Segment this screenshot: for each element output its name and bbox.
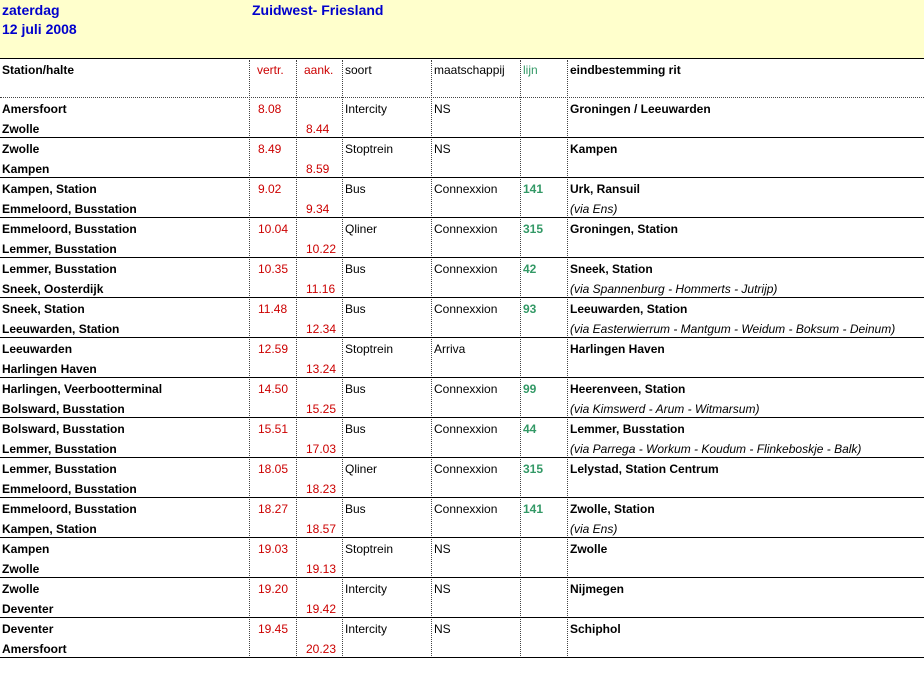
via-route: (via Spannenburg - Hommerts - Jutrijp)	[570, 282, 778, 296]
row-divider	[0, 297, 924, 298]
departure-time: 11.48	[258, 302, 288, 316]
station-from: Bolsward, Busstation	[2, 422, 125, 436]
row-divider	[0, 457, 924, 458]
station-to: Deventer	[2, 602, 54, 616]
station-from: Kampen, Station	[2, 182, 97, 196]
transport-type: Stoptrein	[345, 542, 394, 556]
col-company: maatschappij	[434, 63, 505, 77]
company: NS	[434, 142, 451, 156]
col-type: soort	[345, 63, 372, 77]
day-label: zaterdag	[2, 2, 60, 18]
company: Connexxion	[434, 222, 498, 236]
destination: Urk, Ransuil	[570, 182, 641, 196]
station-to: Kampen, Station	[2, 522, 97, 536]
date-label: 12 juli 2008	[2, 21, 77, 37]
line-number: 315	[523, 462, 544, 476]
destination: Kampen	[570, 142, 618, 156]
departure-time: 10.35	[258, 262, 289, 276]
station-to: Sneek, Oosterdijk	[2, 282, 104, 296]
station-to: Harlingen Haven	[2, 362, 97, 376]
col-destination: eindbestemming rit	[570, 63, 681, 77]
via-route: (via Easterwierrum - Mantgum - Weidum - Boksum - Deinum)	[570, 322, 896, 336]
departure-time: 18.27	[258, 502, 289, 516]
company: Connexxion	[434, 302, 498, 316]
column-divider	[431, 60, 432, 658]
transport-type: Bus	[345, 502, 366, 516]
station-to: Emmeloord, Busstation	[2, 202, 137, 216]
station-to: Emmeloord, Busstation	[2, 482, 137, 496]
departure-time: 19.20	[258, 582, 289, 596]
arrival-time: 10.22	[306, 242, 337, 256]
company: Connexxion	[434, 502, 498, 516]
station-from: Sneek, Station	[2, 302, 85, 316]
arrival-time: 8.59	[306, 162, 330, 176]
col-arrival: aank.	[304, 63, 334, 77]
destination: Zwolle	[570, 542, 608, 556]
destination: Harlingen Haven	[570, 342, 665, 356]
company: Connexxion	[434, 182, 498, 196]
via-route: (via Ens)	[570, 202, 618, 216]
company: NS	[434, 102, 451, 116]
column-divider	[342, 60, 343, 658]
via-route: (via Ens)	[570, 522, 618, 536]
arrival-time: 9.34	[306, 202, 330, 216]
departure-time: 8.49	[258, 142, 282, 156]
arrival-time: 18.23	[306, 482, 337, 496]
destination: Schiphol	[570, 622, 621, 636]
line-number: 93	[523, 302, 537, 316]
transport-type: Intercity	[345, 622, 388, 636]
row-divider	[0, 657, 924, 658]
row-divider	[0, 417, 924, 418]
station-to: Zwolle	[2, 562, 40, 576]
transport-type: Qliner	[345, 222, 378, 236]
departure-time: 12.59	[258, 342, 289, 356]
company: NS	[434, 542, 451, 556]
company: NS	[434, 582, 451, 596]
station-to: Lemmer, Busstation	[2, 242, 117, 256]
row-divider	[0, 377, 924, 378]
destination: Nijmegen	[570, 582, 625, 596]
destination: Heerenveen, Station	[570, 382, 686, 396]
station-to: Kampen	[2, 162, 50, 176]
arrival-time: 20.23	[306, 642, 337, 656]
station-from: Zwolle	[2, 582, 40, 596]
station-to: Leeuwarden, Station	[2, 322, 120, 336]
departure-time: 14.50	[258, 382, 289, 396]
transport-type: Stoptrein	[345, 342, 394, 356]
transport-type: Intercity	[345, 582, 388, 596]
row-divider	[0, 617, 924, 618]
station-from: Harlingen, Veerbootterminal	[2, 382, 163, 396]
destination: Groningen / Leeuwarden	[570, 102, 711, 116]
transport-type: Bus	[345, 422, 366, 436]
destination: Leeuwarden, Station	[570, 302, 688, 316]
station-from: Zwolle	[2, 142, 40, 156]
departure-time: 18.05	[258, 462, 289, 476]
station-from: Kampen	[2, 542, 50, 556]
row-divider	[0, 497, 924, 498]
line-number: 44	[523, 422, 537, 436]
destination: Groningen, Station	[570, 222, 678, 236]
departure-time: 10.04	[258, 222, 289, 236]
line-number: 42	[523, 262, 537, 276]
station-to: Bolsward, Busstation	[2, 402, 125, 416]
destination: Lelystad, Station Centrum	[570, 462, 719, 476]
transport-type: Bus	[345, 302, 366, 316]
via-route: (via Kimswerd - Arum - Witmarsum)	[570, 402, 760, 416]
via-route: (via Parrega - Workum - Koudum - Flinkeboskje - Balk)	[570, 442, 862, 456]
destination: Zwolle, Station	[570, 502, 655, 516]
arrival-time: 17.03	[306, 442, 337, 456]
line-number: 315	[523, 222, 544, 236]
arrival-time: 19.13	[306, 562, 337, 576]
column-divider	[567, 60, 568, 658]
company: Connexxion	[434, 382, 498, 396]
station-from: Amersfoort	[2, 102, 67, 116]
departure-time: 19.03	[258, 542, 289, 556]
station-from: Leeuwarden	[2, 342, 73, 356]
company: Arriva	[434, 342, 466, 356]
col-line: lijn	[523, 63, 538, 77]
col-station: Station/halte	[2, 63, 75, 77]
region-title: Zuidwest- Friesland	[252, 2, 384, 18]
arrival-time: 12.34	[306, 322, 337, 336]
banner-divider	[0, 58, 924, 59]
row-divider	[0, 177, 924, 178]
company: Connexxion	[434, 422, 498, 436]
row-divider	[0, 337, 924, 338]
departure-time: 19.45	[258, 622, 289, 636]
arrival-time: 18.57	[306, 522, 337, 536]
destination: Lemmer, Busstation	[570, 422, 685, 436]
station-from: Emmeloord, Busstation	[2, 222, 137, 236]
station-to: Amersfoort	[2, 642, 67, 656]
destination: Sneek, Station	[570, 262, 653, 276]
arrival-time: 15.25	[306, 402, 337, 416]
row-divider	[0, 217, 924, 218]
station-to: Zwolle	[2, 122, 40, 136]
transport-type: Qliner	[345, 462, 378, 476]
transport-type: Bus	[345, 182, 366, 196]
row-divider	[0, 137, 924, 138]
header-divider	[0, 97, 924, 98]
line-number: 141	[523, 502, 544, 516]
column-divider	[296, 60, 297, 658]
station-from: Lemmer, Busstation	[2, 262, 117, 276]
arrival-time: 19.42	[306, 602, 337, 616]
departure-time: 9.02	[258, 182, 282, 196]
station-from: Lemmer, Busstation	[2, 462, 117, 476]
row-divider	[0, 537, 924, 538]
company: Connexxion	[434, 462, 498, 476]
departure-time: 15.51	[258, 422, 289, 436]
station-from: Emmeloord, Busstation	[2, 502, 137, 516]
arrival-time: 13.24	[306, 362, 337, 376]
station-from: Deventer	[2, 622, 54, 636]
transport-type: Bus	[345, 262, 366, 276]
arrival-time: 8.44	[306, 122, 330, 136]
line-number: 141	[523, 182, 544, 196]
transport-type: Stoptrein	[345, 142, 394, 156]
line-number: 99	[523, 382, 537, 396]
transport-type: Bus	[345, 382, 366, 396]
company: Connexxion	[434, 262, 498, 276]
station-to: Lemmer, Busstation	[2, 442, 117, 456]
row-divider	[0, 577, 924, 578]
row-divider	[0, 257, 924, 258]
arrival-time: 11.16	[306, 282, 336, 296]
header-banner	[0, 0, 924, 58]
departure-time: 8.08	[258, 102, 282, 116]
col-departure: vertr.	[257, 63, 284, 77]
company: NS	[434, 622, 451, 636]
column-divider	[249, 60, 250, 658]
column-divider	[520, 60, 521, 658]
transport-type: Intercity	[345, 102, 388, 116]
